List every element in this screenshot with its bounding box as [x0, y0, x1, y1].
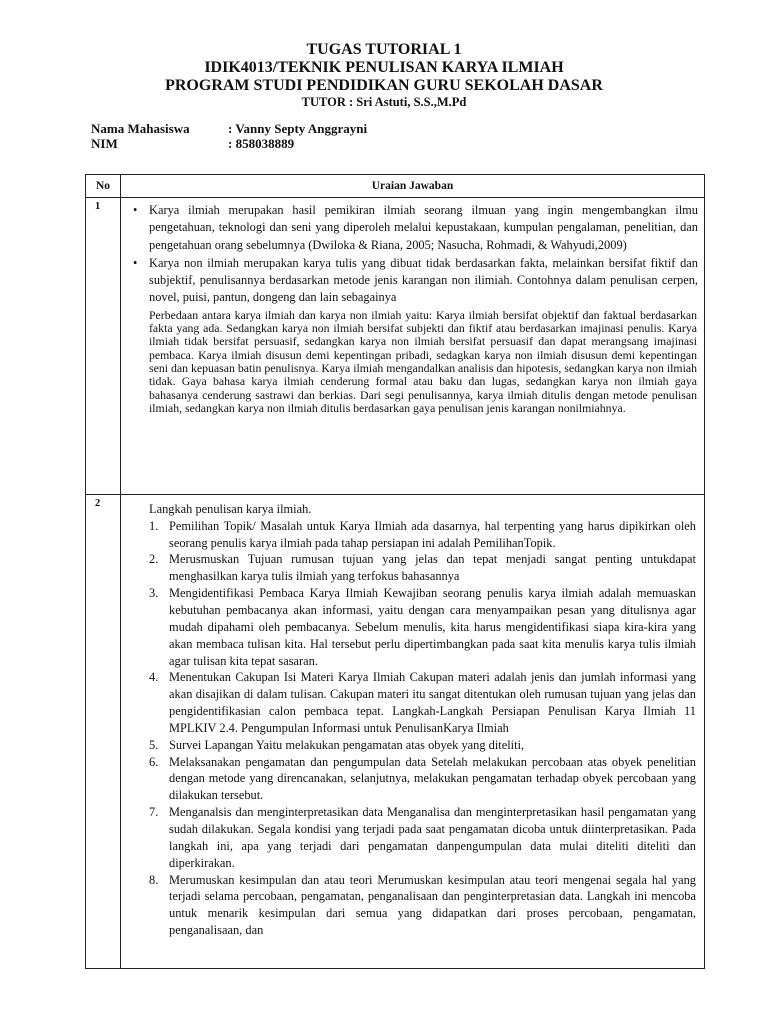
table-header-row: [86, 175, 705, 198]
table-row: [86, 198, 705, 495]
student-nim-value: : 858038889: [228, 136, 295, 151]
steps-list: [149, 518, 696, 939]
step-number: 2.: [149, 552, 159, 567]
step-text: Menganalsis dan menginterpretasikan data Menganalisa dan menginterpretasikan hasil pengamatan yang sudah dilakukan. Segala kondisi yang terjadi pada saat pengamatan dicoba untuk diinterpretasikan. Pada langkah ini, apa yang terjadi dari pengamatan danpengumpulan data mulai diteliti diteliti dan diperkirakan.: [169, 805, 696, 870]
table-row: [86, 495, 705, 969]
step-number: 7.: [149, 805, 159, 820]
list-item: [149, 872, 696, 939]
step-text: Melaksanakan pengamatan dan pengumpulan data Setelah melakukan percobaan atas obyek penelitian dengan metode yang direncanakan, selanjutnya, melakukan pengamatan terhadap obyek percobaan yang dilakukan tersebut.: [169, 754, 696, 803]
program-title: PROGRAM STUDI PENDIDIKAN GURU SEKOLAH DASAR: [165, 77, 603, 94]
student-name-value: : Vanny Septy Anggrayni: [228, 121, 368, 136]
step-text: Pemilihan Topik/ Masalah untuk Karya Ilmiah ada dasarnya, hal terpenting yang harus dipikirkan oleh seorang penulis karya ilmiah pada tahap persiapan ini adalah PemilihanTopik.: [169, 518, 696, 550]
list-item: [149, 518, 696, 552]
step-text: Mengidentifikasi Pembaca Karya Ilmiah Kewajiban seorang penulis karya ilmiah adalah memuaskan kebutuhan pembacanya akan informasi, yaitu dengan cara menyampaikan pesan yang ditulisnya agar mudah dipahami oleh pembacanya. Sebelum menulis, kita harus mengidentifikasi siapa kira-kira yang akan membaca tulisan kita. Hal tersebut perlu dipertimbangkan pada saat kita menulis karya tulis ilmiah agar tulisan kita tepat sasaran.: [169, 586, 696, 668]
list-item: [149, 804, 696, 871]
student-nim-label: NIM: [91, 136, 118, 151]
student-nim-row: [91, 136, 367, 151]
list-item: [149, 585, 696, 669]
list-item: [129, 202, 698, 254]
student-name-row: [91, 121, 367, 136]
steps-intro: Langkah penulisan karya ilmiah.: [149, 502, 312, 516]
list-item: [129, 255, 698, 307]
student-info: [91, 121, 367, 151]
step-number: 3.: [149, 586, 159, 601]
comparison-paragraph: Perbedaan antara karya ilmiah dan karya non ilmiah yaitu: Karya ilmiah bersifat objektif dan faktual berdasarkan fakta yang ada. Sedangkan karya non ilmiah bersifat subjekti dan fiktif atau berdasarkan imajinasi penulis. Karya ilmiah tidak bersifat persuasif, sedangkan karya non ilmiah bersifat persuasif dan dapat merangsang imajinasi pembaca. Karya ilmiah disusun demi kepentingan pribadi, sedagkan karya non ilmiah disusun demi kepentingan seni dan kepuasan batin penulisnya. Karya ilmiah mengandalkan analisis dan hipotesis, sedangkan karya non ilmiah tidak. Gaya bahasa karya ilmiah cenderung formal atau baku dan lugas, sedangkan karya non ilmiah gaya bahasanya cenderung sastrawi dan berkias. Dari segi penulisannya, karya ilmiah ditulis dengan metode penulisan ilmiah, sedangkan karya non ilmiah ditulis berdasarkan gaya penulisan jenis karangan nonilmiahnya.: [149, 307, 697, 415]
step-text: Merumuskan kesimpulan dan atau teori Merumuskan kesimpulan atau teori mengenai segala hal yang terjadi selama percobaan, pengamatan, penganalisaan dan penginterpretasian data. Langkah ini mencoba untuk menarik kesimpulan dari semua yang didapatkan dari proses percobaan, pengamatan, penganalisaan, dan: [169, 872, 696, 938]
student-name-label: Nama Mahasiswa: [91, 121, 190, 136]
row-number: 1: [86, 198, 121, 495]
step-number: 6.: [149, 754, 159, 769]
column-header-answer: Uraian Jawaban: [121, 175, 705, 198]
list-item: [149, 754, 696, 805]
bullet-icon: •: [133, 203, 138, 217]
assignment-title: TUGAS TUTORIAL 1: [306, 41, 462, 58]
answer-cell: [121, 495, 705, 969]
course-title: IDIK4013/TEKNIK PENULISAN KARYA ILMIAH: [204, 59, 564, 76]
document-header: [0, 41, 768, 110]
step-number: 1.: [149, 518, 159, 533]
step-number: 5.: [149, 737, 159, 752]
list-item: [149, 737, 696, 754]
step-text: Survei Lapangan Yaitu melakukan pengamatan atas obyek yang diteliti,: [169, 737, 525, 752]
step-number: 4.: [149, 670, 159, 685]
column-header-no: No: [86, 175, 121, 198]
bullet-text: Karya ilmiah merupakan hasil pemikiran ilmiah seorang ilmuan yang ingin mengembangkan ilmu pengetahuan, teknologi dan seni yang diperoleh melalui kepustakaan, kumpulan pengalaman, penelitian, dan pengetahuan orang sebelumnya (Dwiloka & Riana, 2005; Nasucha, Rohmadi, & Wahyudi,2009): [149, 203, 698, 252]
tutor-line: TUTOR : Sri Astuti, S.S.,M.Pd: [301, 95, 467, 109]
step-text: Merusmuskan Tujuan rumusan tujuan yang jelas dan tepat menjadi sangat penting untukdapat menghasilkan karya tulis ilmiah yang terfokus bahasannya: [169, 552, 696, 584]
step-text: Menentukan Cakupan Isi Materi Karya Ilmiah Cakupan materi adalah jenis dan jumlah informasi yang akan disajikan di dalam tulisan. Cakupan materi itu sangat ditentukan oleh rumusan tujuan yang jelas dan pengidentifikasian calon pembaca tepat. Langkah-Langkah Persiapan Penulisan Karya Ilmiah 11 MPLKIV 2.4. Pengumpulan Informasi untuk PenulisanKarya Ilmiah: [169, 670, 696, 735]
step-number: 8.: [149, 872, 159, 887]
steps-section: [121, 495, 704, 939]
list-item: [149, 669, 696, 736]
row-number: 2: [86, 495, 121, 969]
list-item: [149, 551, 696, 585]
answer-table: [85, 174, 705, 969]
answer-cell: [121, 198, 705, 495]
definition-list: [121, 198, 704, 307]
bullet-icon: •: [133, 255, 138, 270]
bullet-text: Karya non ilmiah merupakan karya tulis yang dibuat tidak berdasarkan fakta, melainkan bersifat fiktif dan subjektif, penulisannya berdasarkan metode jenis karangan non ilimiah. Contohnya dalam penulisan cerpen, novel, puisi, pantun, dongeng dan lain sebagainya: [149, 255, 698, 305]
